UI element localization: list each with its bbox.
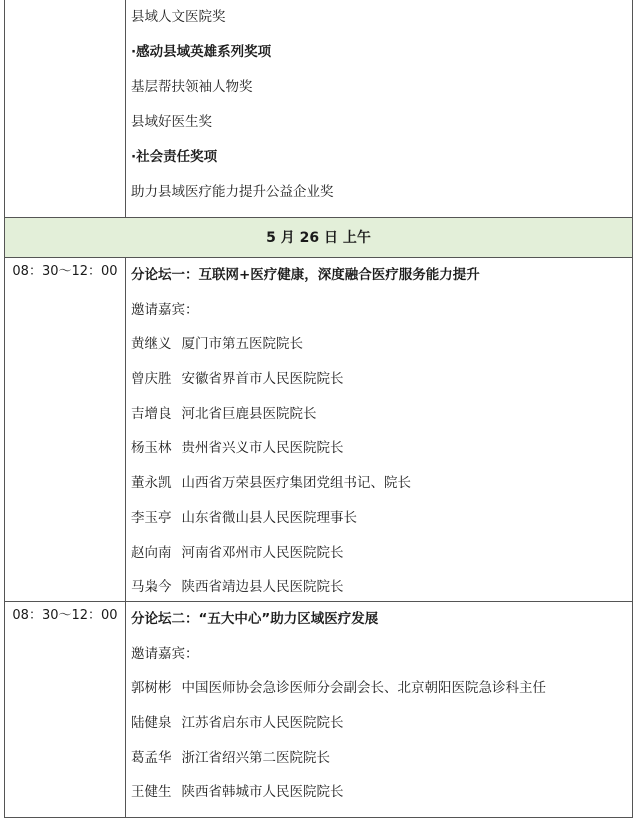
guest-name: 黄继义	[131, 336, 172, 353]
guest-entry	[131, 536, 626, 571]
guest-entry	[131, 327, 626, 362]
guest-entry	[131, 431, 626, 466]
guest-title: 陕西省靖边县人民医院院长	[181, 579, 344, 596]
guest-entry	[131, 706, 626, 741]
guest-entry	[131, 775, 626, 810]
forum2-title: 分论坛二：“五大中心”助力区域医疗发展	[131, 611, 379, 627]
award-category: ·社会责任奖项	[131, 149, 218, 165]
forum2-time: 08：30～12：00	[12, 608, 118, 623]
guest-name: 吉增良	[131, 405, 172, 422]
guest-entry	[131, 570, 626, 605]
forum2-row	[4, 602, 633, 818]
guest-title: 山东省微山县人民医院理事长	[181, 509, 357, 526]
guest-title: 贵州省兴义市人民医院院长	[181, 440, 344, 457]
awards-list	[131, 0, 626, 210]
invite-label: 邀请嘉宾：	[131, 301, 199, 318]
guest-title: 浙江省绍兴第二医院院长	[181, 749, 330, 766]
forum1-time: 08：30～12：00	[12, 264, 118, 279]
guest-title: 陕西省韩城市人民医院院长	[181, 784, 344, 801]
column-divider	[125, 0, 126, 217]
guest-entry	[131, 741, 626, 776]
guest-title: 河北省巨鹿县医院院长	[181, 405, 317, 422]
date-header-row	[4, 218, 633, 258]
guest-name: 赵向南	[131, 544, 172, 561]
guest-name: 郭树彬	[131, 680, 172, 697]
agenda-table	[4, 0, 633, 818]
guest-entry	[131, 466, 626, 501]
guest-name: 董永凯	[131, 475, 172, 492]
award-category: ·感动县域英雄系列奖项	[131, 44, 272, 60]
guest-name: 陆健泉	[131, 715, 172, 732]
guest-name: 杨玉林	[131, 440, 172, 457]
guest-name: 王健生	[131, 784, 172, 801]
guest-entry	[131, 362, 626, 397]
forum1-title: 分论坛一：互联网+医疗健康，深度融合医疗服务能力提升	[131, 267, 480, 283]
award-line: 基层帮扶领袖人物奖	[131, 79, 253, 95]
guest-title: 山西省万荣县医疗集团党组书记、院长	[181, 475, 411, 492]
guest-title: 中国医师协会急诊医师分会副会长、北京朝阳医院急诊科主任	[181, 680, 546, 697]
guest-entry	[131, 671, 626, 706]
award-line: 助力县域医疗能力提升公益企业奖	[131, 184, 334, 200]
forum1-row	[4, 258, 633, 602]
forum2-content	[131, 602, 626, 810]
invite-label: 邀请嘉宾：	[131, 645, 199, 662]
guest-name: 曾庆胜	[131, 371, 172, 388]
guest-title: 安徽省界首市人民医院院长	[181, 371, 344, 388]
date-header: 5 月 26 日 上午	[266, 230, 371, 246]
forum1-content	[131, 258, 626, 605]
guest-title: 厦门市第五医院院长	[181, 336, 303, 353]
guest-title: 江苏省启东市人民医院院长	[181, 715, 344, 732]
award-line: 县域好医生奖	[131, 114, 212, 130]
award-line: 县域人文医院奖	[131, 9, 226, 25]
column-divider	[125, 258, 126, 601]
guest-entry	[131, 501, 626, 536]
guest-entry	[131, 397, 626, 432]
guest-name: 李玉亭	[131, 509, 172, 526]
guest-name: 葛孟华	[131, 749, 172, 766]
guest-title: 河南省邓州市人民医院院长	[181, 544, 344, 561]
column-divider	[125, 602, 126, 817]
guest-name: 马枭今	[131, 579, 172, 596]
awards-row	[4, 0, 633, 218]
